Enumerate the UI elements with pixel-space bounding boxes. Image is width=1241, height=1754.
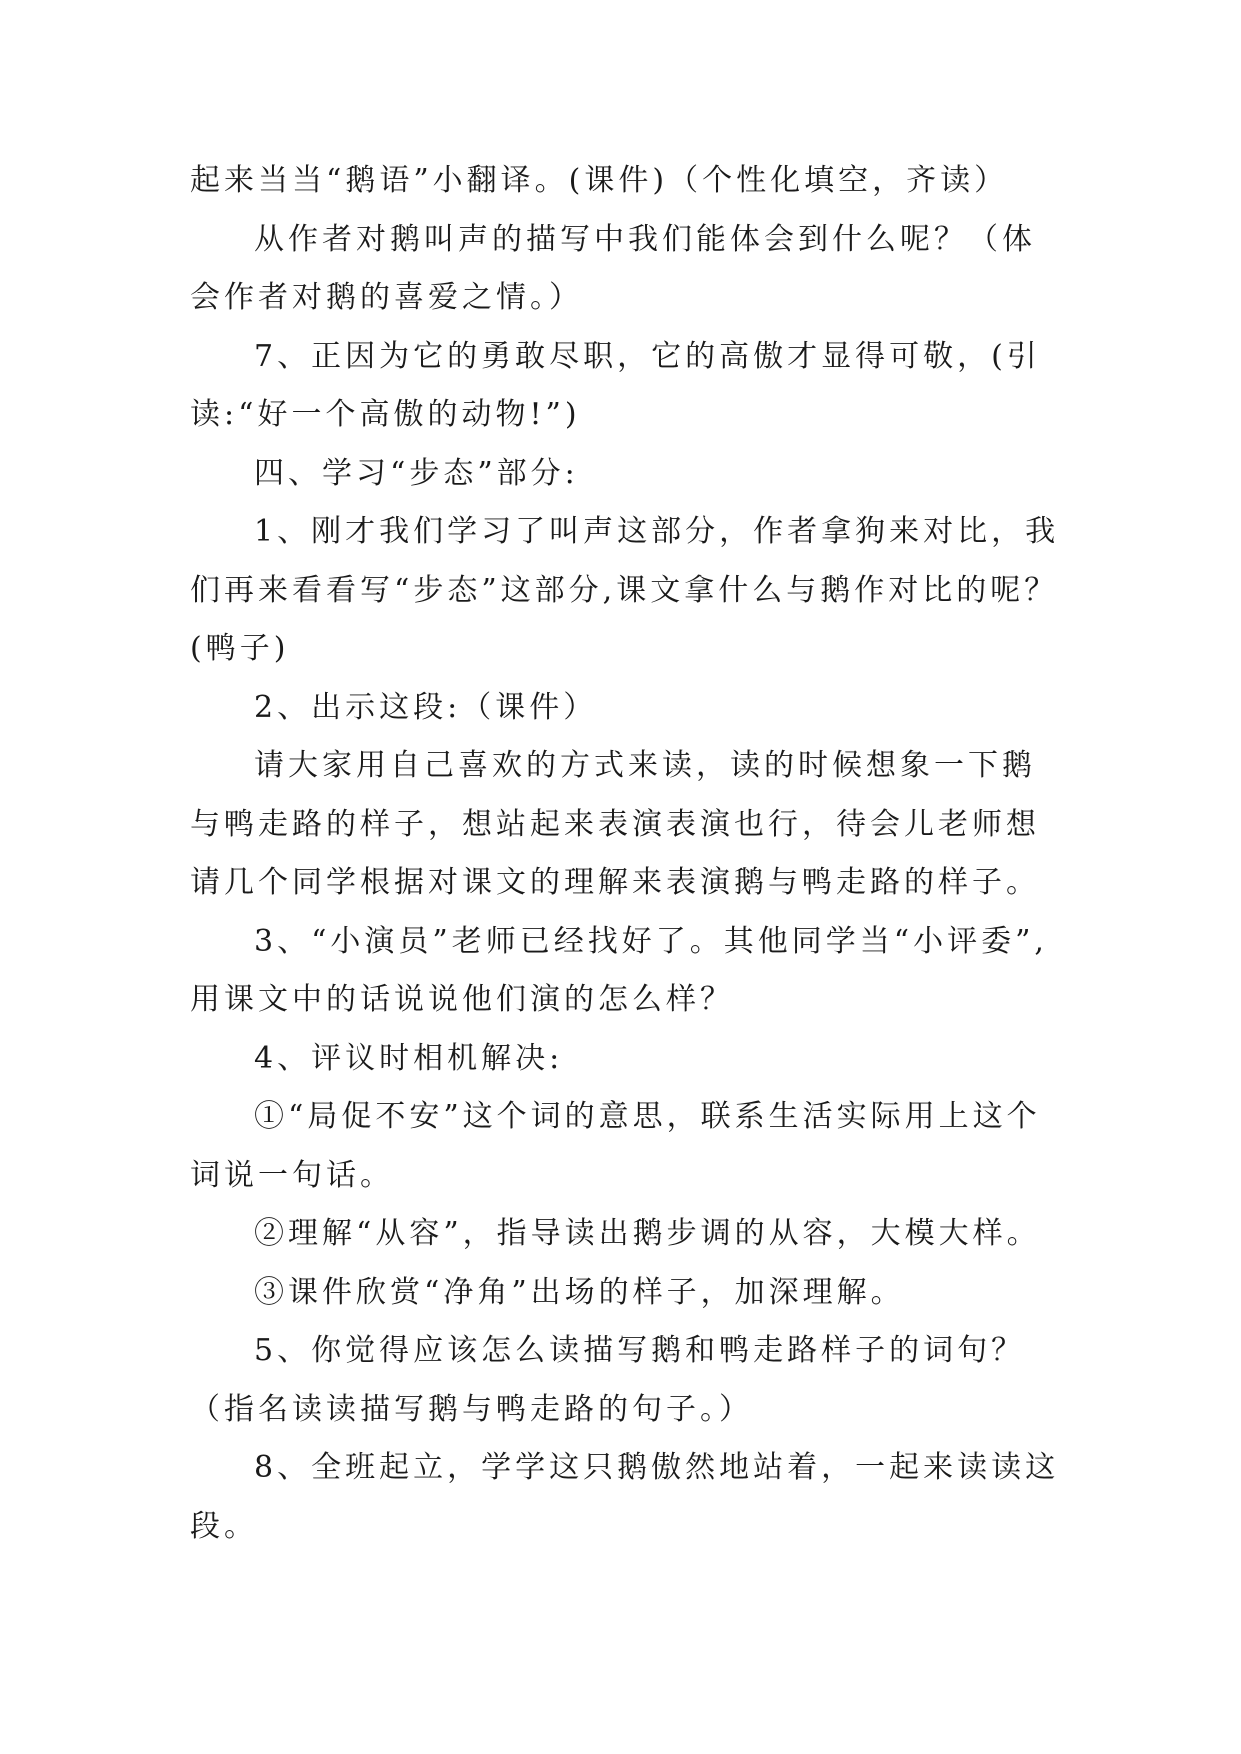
section-heading: 四、学习“步态”部分: — [254, 455, 579, 491]
paragraph: 从作者对鹅叫声的描写中我们能体会到什么呢？（体会作者对鹅的喜爱之情。） — [190, 221, 1036, 315]
paragraph: 2、出示这段:（课件） — [254, 689, 598, 725]
paragraph: 5、你觉得应该怎么读描写鹅和鸭走路样子的词句？（指名读读描写鹅与鸭走路的句子。） — [190, 1333, 1026, 1427]
paragraph: 3、“小演员”老师已经找好了。其他同学当“小评委”,用课文中的话说说他们演的怎么样？ — [190, 923, 1048, 1017]
paragraph: 起来当当“鹅语”小翻译。(课件)（个性化填空，齐读） — [190, 163, 1009, 198]
paragraph: 请大家用自己喜欢的方式来读，读的时候想象一下鹅与鸭走路的样子，想站起来表演表演也行，待会儿老师想请几个同学根据对课文的理解来表演鹅与鸭走路的样子。 — [190, 748, 1040, 900]
paragraph: 4、评议时相机解决: — [254, 1040, 564, 1076]
paragraph: 1、刚才我们学习了叫声这部分，作者拿狗来对比，我们再来看看写“步态”这部分,课文拿什么与鹅作对比的呢？(鸭子) — [190, 514, 1060, 666]
paragraph: 8、全班起立，学学这只鹅傲然地站着，一起来读读这段。 — [190, 1450, 1060, 1544]
paragraph: 7、正因为它的勇敢尽职，它的高傲才显得可敬，(引读:“好一个高傲的动物!”) — [190, 338, 1041, 432]
document-body — [190, 152, 1062, 1556]
list-item: ②理解“从容”，指导读出鹅步调的从容，大模大样。 — [254, 1216, 1041, 1251]
list-item: ①“局促不安”这个词的意思，联系生活实际用上这个词说一句话。 — [190, 1099, 1041, 1193]
list-item: ③课件欣赏“净角”出场的样子，加深理解。 — [254, 1274, 905, 1310]
